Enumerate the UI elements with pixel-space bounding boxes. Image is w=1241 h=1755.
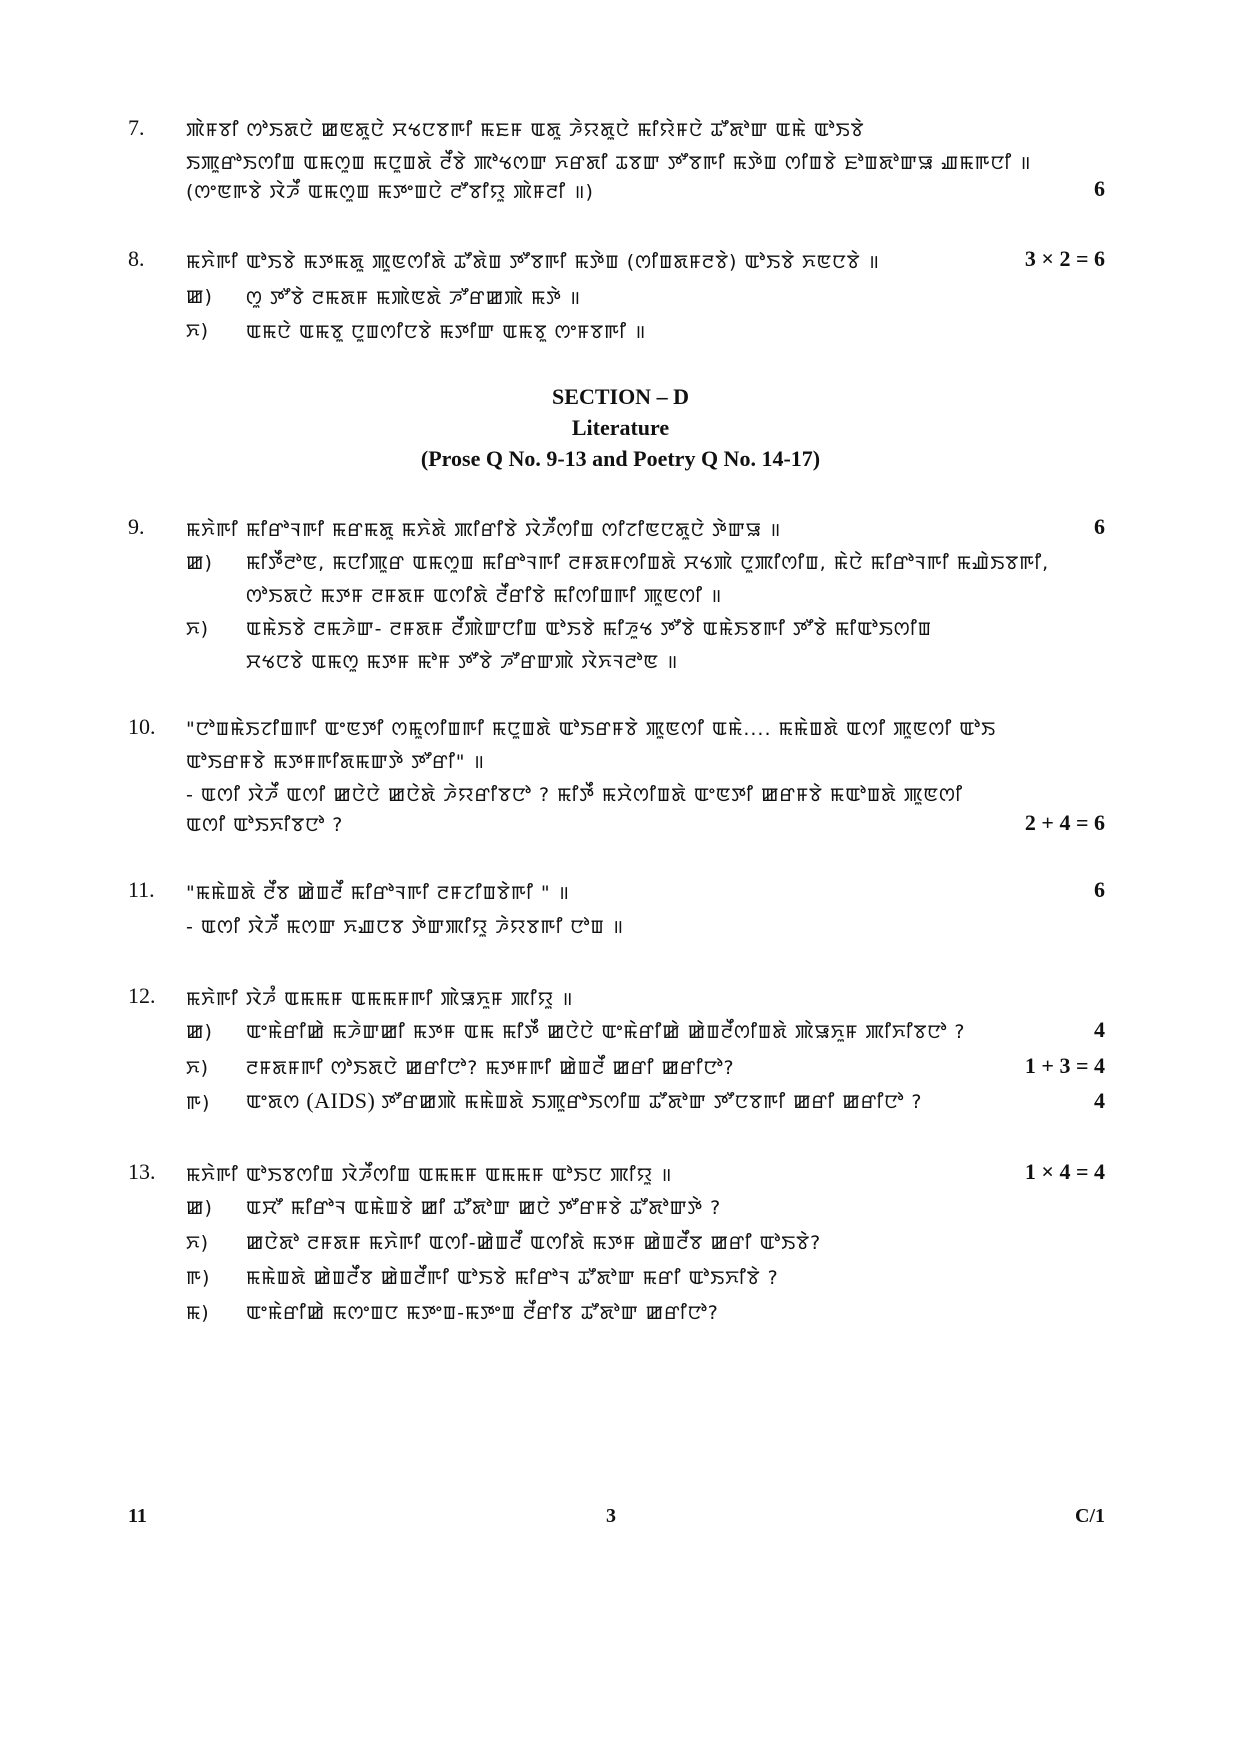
sub-question-text: ꯃꯤꯇꯩꯂꯣꯟ, ꯃꯅꯤꯄꯨꯔ ꯑꯃꯁꯨꯡ ꯃꯤꯔꯣꯜꯒꯤ ꯂꯝꯗꯝꯁꯤꯡꯗꯥ ꯆꯠꯄꯥ ꯅꯨꯄꯤꯁꯤꯡ, ꯃꯥꯅꯥ ꯃꯤꯔꯣꯜꯒꯤ ꯃꯉꯥꯏꯕꯒꯤ, <box>246 552 1050 574</box>
section-note: (Prose Q No. 9-13 and Poetry Q No. 14-17) <box>420 446 821 471</box>
sub-question-text-part: ꯇꯧꯔꯀꯄꯥ ꯃꯃꯥꯡꯗꯥ ꯏꯄꯨꯔꯣꯏꯁꯤꯡ ꯊꯧꯗꯣꯛ ꯇꯧꯅꯕꯒꯤ ꯀꯔꯤ ꯀꯔꯤꯅꯣ ? <box>381 1091 923 1113</box>
question-text-line: "ꯃꯃꯥꯡꯗꯥ ꯂꯩꯕ ꯀꯥꯡꯂꯩ ꯃꯤꯔꯣꯜꯒꯤ ꯂꯝꯖꯤꯡꯕꯥꯒꯤ " ॥ <box>186 882 571 904</box>
question-marks: 4 <box>1094 1088 1105 1113</box>
question-number: 13. <box>128 1159 156 1184</box>
question-text-line: ꯄꯥꯝꯕꯤ ꯁꯣꯏꯗꯅꯥ ꯀꯟꯗꯨꯅꯥ ꯆꯠꯅꯕꯒꯤ ꯃꯐꯝ ꯑꯗꯨ ꯍꯥꯌꯗꯨꯅꯥ ꯃꯤꯌꯥꯝꯅꯥ ꯊꯧꯗꯣꯛ ꯑꯃꯥ ꯑꯣꯏꯕꯥ <box>186 119 865 141</box>
page-number: 3 <box>606 1505 616 1527</box>
question-marks: 1 + 3 = 4 <box>1024 1053 1105 1078</box>
sub-question-label: ꯈ) <box>186 320 209 342</box>
sub-question-text-latin: (AIDS) <box>300 1088 382 1113</box>
sub-question-text: ꯁꯨ ꯇꯧꯕꯥ ꯂꯃꯗꯝ ꯃꯄꯥꯟꯗꯥ ꯍꯧꯔꯀꯄꯥ ꯃꯇꯥ ॥ <box>246 287 582 309</box>
footer-left: 11 <box>128 1505 147 1527</box>
sub-question-text: ꯀꯅꯥꯗꯣ ꯂꯝꯗꯝ ꯃꯈꯥꯒꯤ ꯑꯁꯤ-ꯀꯥꯡꯂꯩ ꯑꯁꯤꯗꯥ ꯃꯇꯝ ꯀꯥꯡꯂꯩꯕ ꯀꯔꯤ ꯑꯣꯏꯕꯥ? <box>246 1232 822 1254</box>
question-number: 9. <box>128 514 145 539</box>
section-title: SECTION – D <box>552 384 689 409</box>
sub-question-label: ꯃ) <box>186 1302 210 1324</box>
question-text-line: (ꯁꯦꯟꯒꯕꯥ ꯋꯥꯍꯩ ꯑꯃꯁꯨꯡ ꯃꯇꯦꯡꯅꯥ ꯂꯧꯕꯤꯌꯨ ꯄꯥꯝꯂꯤ ॥) <box>186 181 594 203</box>
question-text-line: - ꯑꯁꯤ ꯋꯥꯍꯩ ꯃꯁꯛ ꯈꯉꯅꯕ ꯇꯥꯛꯄꯤꯌꯨ ꯍꯥꯌꯕꯒꯤ ꯅꯣꯡ ॥ <box>186 916 625 938</box>
sub-question-label: ꯀ) <box>186 552 213 574</box>
sub-question-label: ꯀ) <box>186 1021 213 1043</box>
question-text-line: ꯏꯄꯨꯔꯣꯏꯁꯤꯡ ꯑꯃꯁꯨꯡ ꯃꯅꯨꯡꯗꯥ ꯂꯩꯕꯥ ꯄꯣꯠꯁꯛ ꯈꯔꯗꯤ ꯊꯕꯛ ꯇꯧꯕꯒꯤ ꯃꯇꯥꯡ ꯁꯤꯡꯕꯥ ꯐꯣꯡꯗꯣꯛꯎ ꯉꯃꯒꯅꯤ ॥ <box>186 152 1032 174</box>
sub-question-label: ꯒ) <box>186 1092 211 1114</box>
sub-question-label: ꯒ) <box>186 1267 211 1289</box>
question-number: 7. <box>128 115 145 140</box>
question-text-line: ꯑꯁꯤ ꯑꯣꯏꯈꯤꯕꯅꯣ ? <box>186 814 344 836</box>
question-number: 8. <box>128 246 145 271</box>
question-number: 12. <box>128 983 156 1008</box>
question-text-line: ꯃꯈꯥꯒꯤ ꯃꯤꯔꯣꯜꯒꯤ ꯃꯔꯃꯗꯨ ꯃꯈꯥꯗꯥ ꯄꯤꯔꯤꯕꯥ ꯋꯥꯍꯩꯁꯤꯡ ꯁꯤꯖꯤꯟꯅꯗꯨꯅꯥ ꯇꯥꯛꯎ ॥ <box>186 519 782 541</box>
sub-question-text: ꯑꯦꯃꯥꯔꯤꯀꯥ ꯃꯍꯥꯛꯀꯤ ꯃꯇꯝ ꯑꯃ ꯃꯤꯇꯩ ꯀꯅꯥꯅꯥ ꯑꯦꯃꯥꯔꯤꯀꯥ ꯀꯥꯡꯂꯩꯁꯤꯡꯗꯥ ꯄꯥꯎꯈꯨꯝ ꯄꯤꯈꯤꯕꯅꯣ ? <box>246 1021 966 1043</box>
sub-question-text: ꯂꯝꯗꯝꯒꯤ ꯁꯣꯏꯗꯅꯥ ꯀꯔꯤꯅꯣ? ꯃꯇꯝꯒꯤ ꯀꯥꯡꯂꯩ ꯀꯔꯤ ꯀꯔꯤꯅꯣ? <box>246 1057 735 1079</box>
question-number: 11. <box>128 877 155 902</box>
sub-question-label: ꯈ) <box>186 618 209 640</box>
sub-question-label: ꯈ) <box>186 1057 209 1079</box>
question-marks: 6 <box>1094 877 1105 902</box>
question-marks: 2 + 4 = 6 <box>1024 810 1105 835</box>
question-marks: 6 <box>1094 514 1105 539</box>
question-marks: 1 × 4 = 4 <box>1024 1159 1105 1184</box>
question-text-line: "ꯅꯣꯡꯃꯥꯏꯖꯤꯡꯒꯤ ꯑꯦꯟꯇꯤ ꯁꯃꯨꯁꯤꯡꯒꯤ ꯃꯅꯨꯡꯗꯥ ꯑꯣꯏꯔꯝꯕꯥ ꯄꯨꯟꯁꯤ ꯑꯃꯥ.... ꯃꯃꯥꯡꯗꯥ ꯑꯁꯤ ꯄꯨꯟꯁꯤ ꯑꯣꯏ <box>186 718 997 740</box>
question-marks: 4 <box>1094 1017 1105 1042</box>
question-number: 10. <box>128 714 156 739</box>
sub-question-label: ꯈ) <box>186 1232 209 1254</box>
question-marks: 3 × 2 = 6 <box>1024 246 1105 271</box>
sub-question-text: ꯃꯃꯥꯡꯗꯥ ꯀꯥꯡꯂꯩꯕ ꯀꯥꯡꯂꯩꯒꯤ ꯑꯣꯏꯕꯥ ꯃꯤꯔꯣꯜ ꯊꯧꯗꯣꯛ ꯃꯔꯤ ꯑꯣꯏꯈꯤꯕꯥ ? <box>246 1267 779 1289</box>
sub-question-label: ꯀ) <box>186 286 213 308</box>
sub-question-label: ꯀ) <box>186 1197 213 1219</box>
question-marks: 6 <box>1094 176 1105 201</box>
question-text-line: - ꯑꯁꯤ ꯋꯥꯍꯩ ꯑꯁꯤ ꯀꯅꯥꯅꯥ ꯀꯅꯥꯗꯥ ꯍꯥꯌꯔꯤꯕꯅꯣ ? ꯃꯤꯇꯩ ꯃꯆꯥꯁꯤꯡꯗꯥ ꯑꯦꯟꯇꯤ ꯀꯔꯝꯕꯥ ꯃꯑꯣꯡꯗꯥ ꯄꯨꯟꯁꯤ <box>186 784 963 806</box>
question-text-line: ꯃꯈꯥꯒꯤ ꯑꯣꯏꯕꯁꯤꯡ ꯋꯥꯍꯩꯁꯤꯡ ꯑꯃꯃꯝ ꯑꯃꯃꯝ ꯑꯣꯏꯅ ꯄꯤꯌꯨ ॥ <box>186 1164 673 1186</box>
sub-question-text: ꯑꯃꯅꯥ ꯑꯃꯕꯨ ꯅꯨꯡꯁꯤꯅꯕꯥ ꯃꯇꯤꯛ ꯑꯃꯕꯨ ꯁꯦꯝꯕꯒꯤ ॥ <box>246 321 647 343</box>
question-text-line: ꯃꯈꯥꯒꯤ ꯋꯥꯍꯪ ꯑꯃꯃꯝ ꯑꯃꯃꯝꯒꯤ ꯄꯥꯎꯈꯨꯝ ꯄꯤꯌꯨ ॥ <box>186 988 574 1010</box>
sub-question-text: ꯑꯦꯃꯥꯔꯤꯀꯥ ꯃꯁꯦꯡꯅ ꯃꯇꯦꯡ-ꯃꯇꯦꯡ ꯂꯩꯔꯤꯕ ꯊꯧꯗꯣꯛ ꯀꯔꯤꯅꯣ? <box>246 1302 719 1324</box>
sub-question-text: ꯑꯆꯧ ꯃꯤꯔꯣꯜ ꯑꯃꯥꯡꯕꯥ ꯀꯤ ꯊꯧꯗꯣꯛ ꯀꯅꯥ ꯇꯧꯔꯝꯕꯥ ꯊꯧꯗꯣꯛꯇꯥ ? <box>246 1197 722 1219</box>
sub-question-text: ꯆꯠꯅꯕꯥ ꯑꯃꯁꯨ ꯃꯇꯝ ꯃꯣꯝ ꯇꯧꯕꯥ ꯍꯧꯔꯛꯄꯥ ꯋꯥꯈꯜꯂꯣꯟ ॥ <box>246 651 679 673</box>
section-subtitle: Literature <box>571 415 670 440</box>
sub-question-text: ꯁꯣꯏꯗꯅꯥ ꯃꯇꯝ ꯂꯝꯗꯝ ꯑꯁꯤꯗꯥ ꯂꯩꯔꯤꯕꯥ ꯃꯤꯁꯤꯡꯒꯤ ꯄꯨꯟꯁꯤ ॥ <box>246 585 723 607</box>
sub-question-text <box>246 1088 922 1115</box>
footer-right: C/1 <box>1075 1505 1105 1527</box>
question-text-line: ꯑꯣꯏꯔꯝꯕꯥ ꯃꯇꯝꯒꯤꯗꯃꯛꯇꯥ ꯇꯧꯔꯤ" ॥ <box>186 751 485 773</box>
sub-question-text-part: ꯑꯦꯗꯁ <box>246 1091 301 1113</box>
sub-question-text: ꯑꯃꯥꯏꯕꯥ ꯂꯃꯍꯥꯛ- ꯂꯝꯗꯝ ꯂꯩꯄꯥꯛꯅꯤꯡ ꯑꯣꯏꯕꯥ ꯃꯤꯍꯨꯠ ꯇꯧꯕꯥ ꯑꯃꯥꯏꯕꯒꯤ ꯇꯧꯕꯥ ꯃꯤꯑꯣꯏꯁꯤꯡ <box>246 618 933 640</box>
question-text-line: ꯃꯈꯥꯒꯤ ꯑꯣꯏꯕꯥ ꯃꯇꯃꯗꯨ ꯄꯨꯟꯁꯤꯗꯥ ꯊꯧꯗꯥꯡ ꯇꯧꯕꯒꯤ ꯃꯇꯥꯡ (ꯁꯤꯡꯗꯝꯂꯕꯥ) ꯑꯣꯏꯕꯥ ꯈꯟꯅꯕꯥ ॥ <box>186 251 881 273</box>
